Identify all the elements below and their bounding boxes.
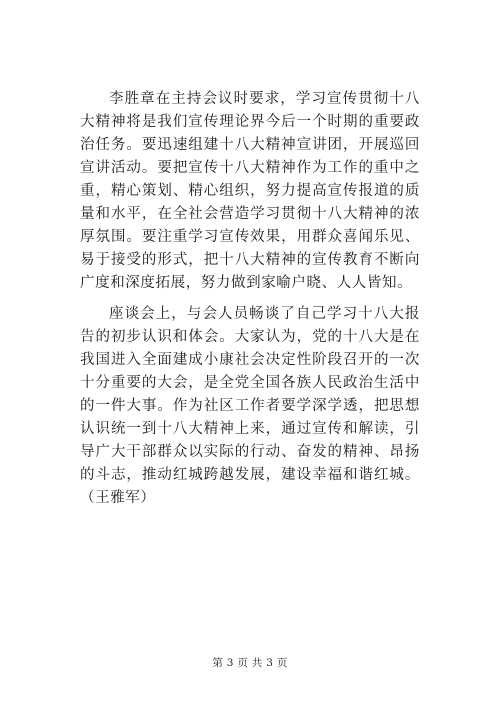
paragraph-meeting-requirements: 李胜章在主持会议时要求，学习宣传贯彻十八大精神将是我们宣传理论界今后一个时期的重要政治任务。要迅速组建十八大精神宣讲团，开展巡回宣讲活动。要把宣传十八大精神作为工作的重中之重，精心策划、精心组织，努力提高宣传报道的质量和水平，在全社会营造学习贯彻十八大精神的浓厚氛围。要注重学习宣传效果，用群众喜闻乐见、易于接受的形式，把十八大精神的宣传教育不断向广度和深度拓展，努力做到家喻户晓、人人皆知。 — [80, 91, 420, 291]
document-body — [80, 88, 420, 510]
page-footer: 第 3 页 共 3 页 — [212, 657, 288, 669]
paragraph-symposium-discussion: 座谈会上，与会人员畅谈了自己学习十八大报告的初步认识和体会。大家认为，党的十八大是在我国进入全面建成小康社会决定性阶段召开的一次十分重要的大会，是全党全国各族人民政治生活中的一件大事。作为社区工作者要学深学透，把思想认识统一到十八大精神上来，通过宣传和解读，引导广大干部群众以实际的行动、奋发的精神、昂扬的斗志，推动红城跨越发展，建设幸福和谐红城。（王雅军） — [80, 306, 420, 506]
